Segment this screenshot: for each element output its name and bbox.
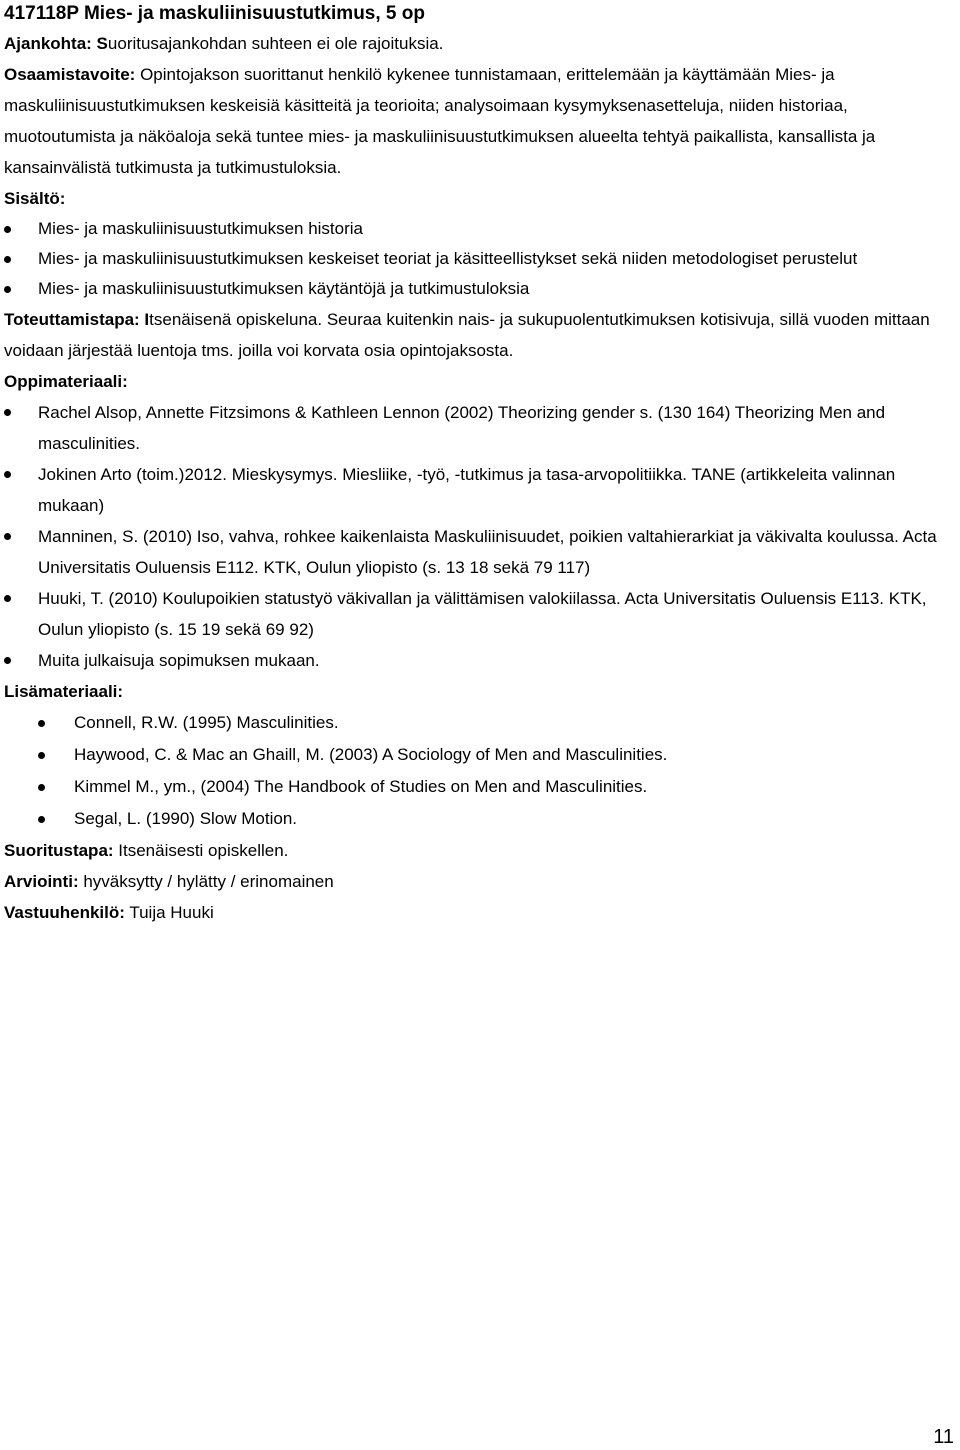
list-item: Mies- ja maskuliinisuustutkimuksen historia <box>4 214 956 244</box>
bullet-icon <box>38 816 45 823</box>
ajankohta-line <box>4 28 956 59</box>
document-page <box>4 0 956 928</box>
bullet-icon <box>4 657 11 664</box>
bullet-icon <box>4 595 11 602</box>
vastuuhenkilo-text: Tuija Huuki <box>124 903 214 922</box>
toteuttamistapa-text: tsenäisenä opiskeluna. Seuraa kuitenkin nais- ja sukupuolentutkimuksen kotisivuja, sillä vuoden mittaan voidaan järjestää luentoja tms. joilla voi korvata osia opintojaksosta. <box>4 310 930 360</box>
list-item: Huuki, T. (2010) Koulupoikien statustyö väkivallan ja välittämisen valokiilassa. Acta Universitatis Ouluensis E113. KTK, Oulun yliopisto (s. 15 19 sekä 69 92) <box>4 583 956 645</box>
list-item: Segal, L. (1990) Slow Motion. <box>4 803 956 835</box>
oppimateriaali-list <box>4 397 956 676</box>
sisalto-label: Sisältö: <box>4 189 66 208</box>
ajankohta-value: uoritusajankohdan suhteen ei ole rajoituksia. <box>107 34 444 53</box>
bullet-icon <box>4 226 11 233</box>
sisalto-list <box>4 214 956 304</box>
bullet-icon <box>4 286 11 293</box>
list-item: Rachel Alsop, Annette Fitzsimons & Kathleen Lennon (2002) Theorizing gender s. (130 164) Theorizing Men and masculinities. <box>4 397 956 459</box>
oppimateriaali-label: Oppimateriaali: <box>4 372 128 391</box>
bullet-icon <box>4 256 11 263</box>
list-item: Jokinen Arto (toim.)2012. Mieskysymys. Miesliike, -työ, -tutkimus ja tasa-arvopolitiikka. TANE (artikkeleita valinnan mukaan) <box>4 459 956 521</box>
suoritustapa-label: Suoritustapa: <box>4 841 114 860</box>
toteuttamistapa-label: Toteuttamistapa: I <box>4 310 150 329</box>
vastuuhenkilo-label: Vastuuhenkilö: <box>4 903 125 922</box>
bullet-icon <box>4 471 11 478</box>
list-item: Mies- ja maskuliinisuustutkimuksen keskeiset teoriat ja käsitteellistykset sekä niiden metodologiset perustelut <box>4 244 956 274</box>
suoritustapa-text: Itsenäisesti opiskellen. <box>113 841 289 860</box>
bullet-icon <box>4 409 11 416</box>
lisamateriaali-list <box>4 707 956 835</box>
vastuuhenkilo-line <box>4 897 956 928</box>
bullet-icon <box>38 720 45 727</box>
page-number: 11 <box>933 1426 954 1448</box>
arviointi-label: Arviointi: <box>4 872 79 891</box>
list-item: Mies- ja maskuliinisuustutkimuksen käytäntöjä ja tutkimustuloksia <box>4 274 956 304</box>
lisamateriaali-label: Lisämateriaali: <box>4 682 124 701</box>
osaamistavoite-label: Osaamistavoite: <box>4 65 136 84</box>
list-item: Manninen, S. (2010) Iso, vahva, rohkee kaikenlaista Maskuliinisuudet, poikien valtahierarkiat ja väkivalta koulussa. Acta Universitatis Ouluensis E112. KTK, Oulun yliopisto (s. 13 18 sekä 79 117) <box>4 521 956 583</box>
osaamistavoite-text: Opintojakson suorittanut henkilö kykenee tunnistamaan, erittelemään ja käyttämään Mies- ja maskuliinisuustutkimuksen keskeisiä käsitteitä ja teorioita; analysoimaan kysymyksenasetteluja, niiden historiaa, muotoutumista ja näköaloja sekä tuntee mies- ja maskuliinisuustutkimuksen alueelta tehtyä paikallista, kansallista ja kansainvälistä tutkimusta ja tutkimustuloksia. <box>4 65 876 177</box>
suoritustapa-line <box>4 835 956 866</box>
list-item: Kimmel M., ym., (2004) The Handbook of Studies on Men and Masculinities. <box>4 771 956 803</box>
list-item: Connell, R.W. (1995) Masculinities. <box>4 707 956 739</box>
toteuttamistapa-paragraph <box>4 304 956 366</box>
arviointi-text: hyväksytty / hylätty / erinomainen <box>78 872 334 891</box>
course-title: 417118P Mies- ja maskuliinisuustutkimus, 5 op <box>4 3 425 24</box>
list-item: Haywood, C. & Mac an Ghaill, M. (2003) A Sociology of Men and Masculinities. <box>4 739 956 771</box>
osaamistavoite-paragraph <box>4 59 956 183</box>
list-item: Muita julkaisuja sopimuksen mukaan. <box>4 645 956 676</box>
ajankohta-label: Ajankohta: S <box>4 34 108 53</box>
bullet-icon <box>38 752 45 759</box>
arviointi-line <box>4 866 956 897</box>
bullet-icon <box>38 784 45 791</box>
bullet-icon <box>4 533 11 540</box>
